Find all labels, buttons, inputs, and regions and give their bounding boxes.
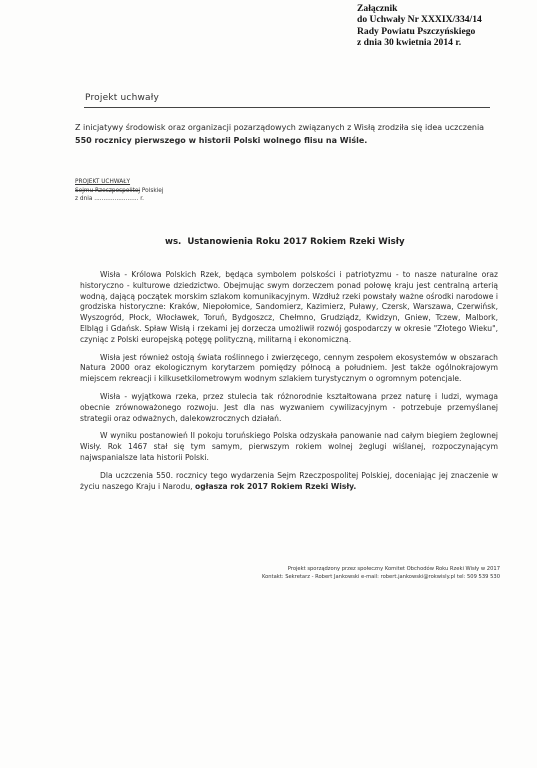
paragraph: Wisła jest również ostoją świata roślinnego i zwierzęcego, cennym zespołem ekosystemów w obszarach Natura 2000 oraz ekologicznym korytarzem pomiędzy północą a południem. Jest także ogólnokrajowym miejscem rekreacji i kilkusetkilometrowym wodnym szlakiem turystycznym o ogromnym potencjale. bbox=[80, 352, 498, 384]
footer-line: Projekt sporządzony przez społeczny Komitet Obchodów Roku Rzeki Wisły w 2017 bbox=[287, 566, 500, 572]
intro-text bbox=[75, 122, 495, 147]
annex-line: Załącznik bbox=[357, 3, 398, 14]
final-proclamation: ogłasza rok 2017 Rokiem Rzeki Wisły. bbox=[194, 481, 357, 491]
draft-body-rest: Polskiej bbox=[141, 187, 164, 194]
resolution-subject bbox=[165, 237, 425, 247]
paragraph: Wisła - wyjątkowa rzeka, przez stulecia tak różnorodnie kształtowana przez naturę i ludzi, wymaga obecnie zrównoważonego rozwoju. Jest dla nas wyzwaniem cywilizacyjnym - potrzebuje przemyślanej strategii oraz odważnych, dalekowzrocznych działań. bbox=[80, 391, 498, 423]
paragraph-final bbox=[80, 471, 498, 493]
draft-date: z dnia ........................ r. bbox=[75, 196, 145, 203]
struck-text: Sejmu Rzeczpospolitej bbox=[75, 187, 141, 194]
resolution-body bbox=[80, 270, 498, 499]
annex-line: do Uchwały Nr XXXIX/334/14 bbox=[357, 14, 482, 26]
title-divider bbox=[84, 107, 490, 108]
annex-line: z dnia 30 kwietnia 2014 r. bbox=[357, 37, 462, 49]
subject-prefix: ws. bbox=[165, 237, 182, 247]
page-title: Projekt uchwały bbox=[85, 93, 160, 103]
subject-text: Ustanowienia Roku 2017 Rokiem Rzeki Wisły bbox=[187, 237, 405, 247]
draft-label: PROJEKT UCHWAŁY bbox=[75, 179, 131, 185]
draft-header bbox=[75, 178, 275, 204]
annex-note bbox=[357, 3, 535, 49]
intro-line: Z inicjatywy środowisk oraz organizacji pozarządowych związanych z Wisłą zrodziła się idea uczczenia bbox=[75, 123, 485, 132]
footer-note bbox=[200, 565, 500, 582]
intro-line-bold: 550 rocznicy pierwszego w historii Polski wolnego flisu na Wiśle. bbox=[75, 135, 368, 145]
footer-contact: Kontakt: Sekretarz - Robert Jankowski e-mail: robert.jankowski@rokwisly.pl tel: 509 539 530 bbox=[261, 574, 500, 581]
annex-line: Rady Powiatu Pszczyńskiego bbox=[357, 25, 476, 37]
paragraph: Wisła - Królowa Polskich Rzek, będąca symbolem polskości i patriotyzmu - to nasze naturalne oraz historyczno - kulturowe dziedzictwo. Obejmując swym dorzeczem ponad połowę kraju jest centralną arterią wodną, dającą początek morskim szlakom komunikacyjnym. Wzdłuż rzeki powstały ważne ośrodki narodowe i grodziska historyczne: Kraków, Niepołomice, Sandomierz, Kazimierz, Puławy, Czersk, Warszawa, Czerwińsk, Wyszogród, Płock, Włocławek, Toruń, Bydgoszcz, Chełmno, Grudziądz, Kwidzyn, Gniew, Tczew, Malbork, Elbląg i Gdańsk. Spław Wisłą i rzekami jej dorzecza umożliwił rozwój gospodarczy w okresie "Złotego Wieku", czyniąc z Polski europejską potęgę polityczną, militarną i ekonomiczną. bbox=[80, 270, 498, 344]
paragraph: W wyniku postanowień II pokoju toruńskiego Polska odzyskała panowanie nad całym biegiem żeglownej Wisły. Rok 1467 stał się tym samym, pierwszym rokiem wolnej żeglugi wiślanej, rozpoczynającym najwspanialsze lata historii Polski. bbox=[80, 431, 498, 462]
final-text: Dla uczczenia 550. rocznicy tego wydarzenia Sejm Rzeczpospolitej Polskiej, doceniając jej znaczenie w życiu naszego Kraju i Narodu, bbox=[80, 470, 498, 491]
draft-body bbox=[75, 187, 275, 196]
